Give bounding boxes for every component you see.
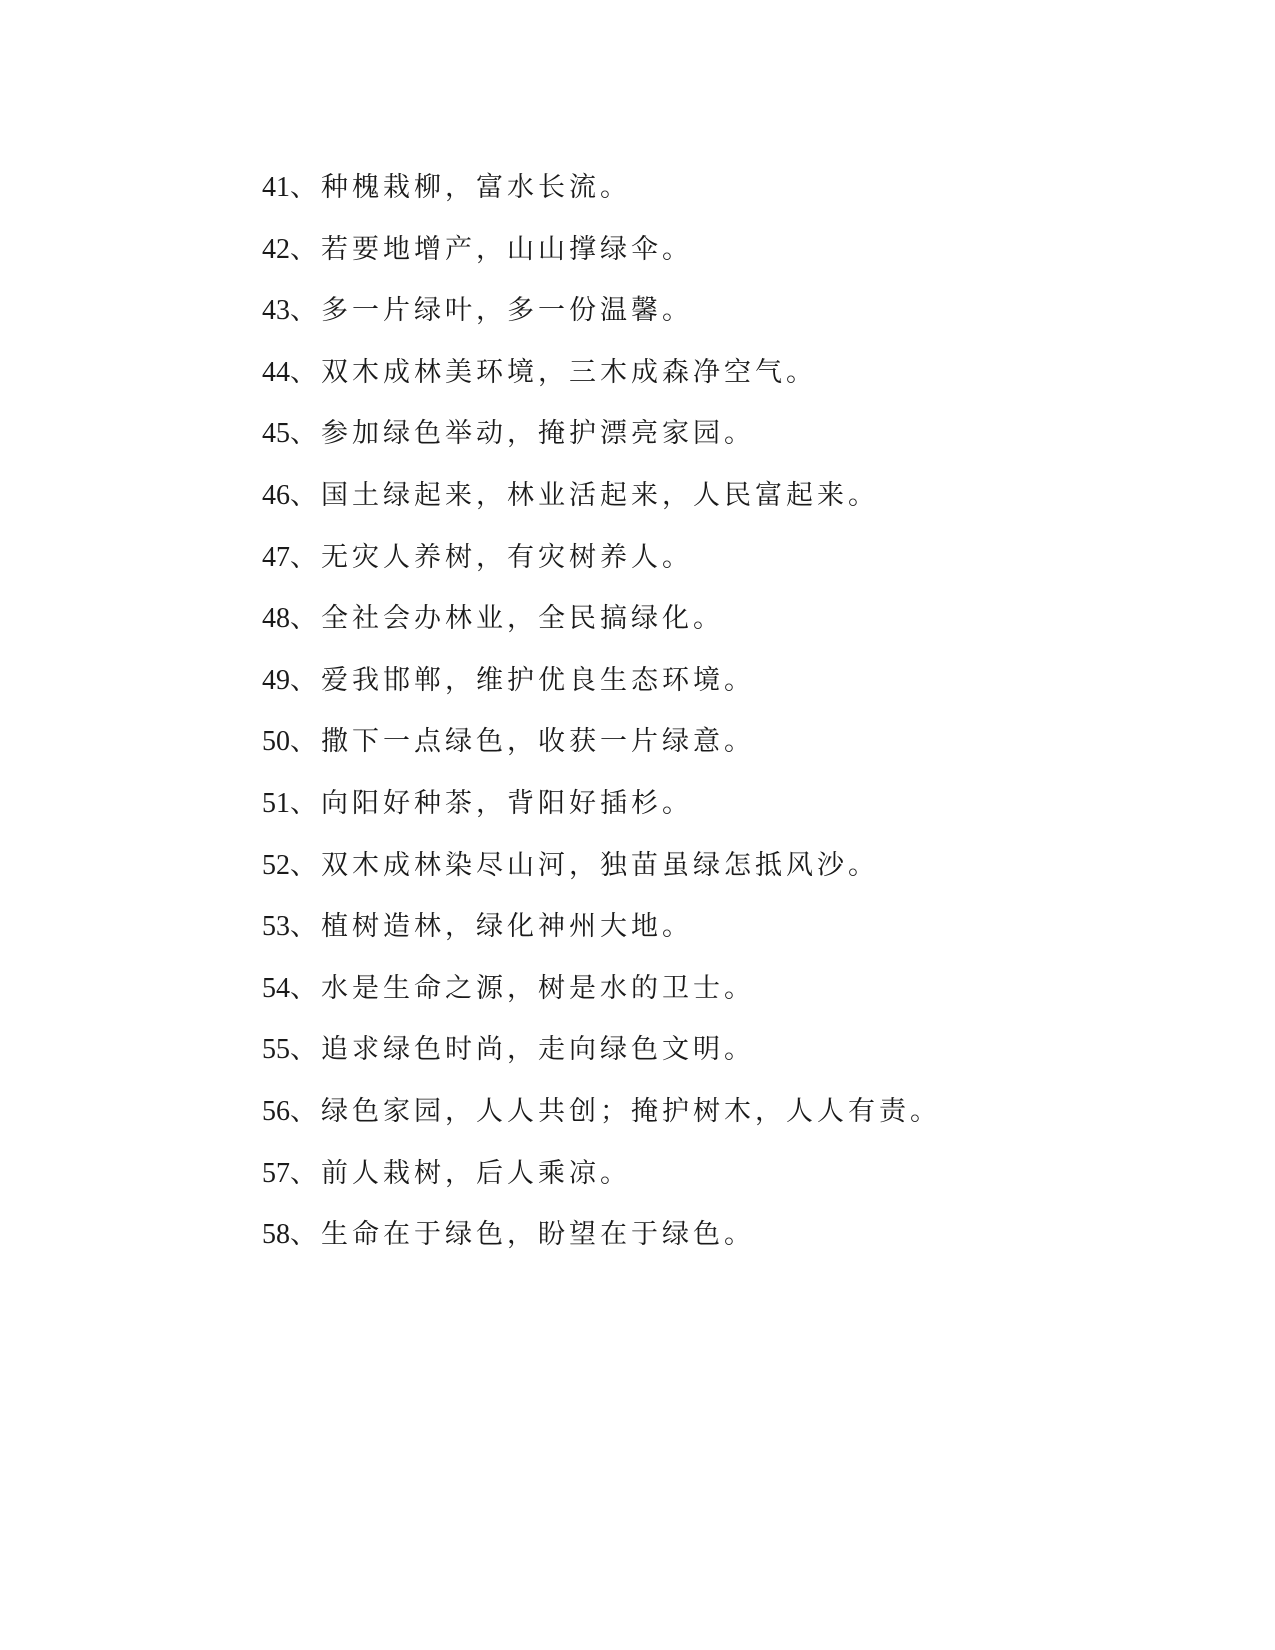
list-item <box>262 907 941 969</box>
item-text: 、绿色家园，人人共创；掩护树木，人人有责。 <box>290 1095 941 1127</box>
item-text: 、水是生命之源，树是水的卫士。 <box>290 972 755 1004</box>
item-number: 42 <box>262 233 290 265</box>
item-text: 、无灾人养树，有灾树养人。 <box>290 541 693 573</box>
item-text: 、若要地增产，山山撑绿伞。 <box>290 233 693 265</box>
item-number: 45 <box>262 418 290 450</box>
slogan-list <box>262 168 941 1277</box>
item-text: 、参加绿色举动，掩护漂亮家园。 <box>290 418 755 450</box>
item-text: 、向阳好种茶，背阳好插杉。 <box>290 787 693 819</box>
list-item <box>262 168 941 230</box>
list-item <box>262 230 941 292</box>
item-number: 50 <box>262 726 290 758</box>
list-item <box>262 784 941 846</box>
item-number: 53 <box>262 911 290 943</box>
list-item <box>262 414 941 476</box>
item-text: 、种槐栽柳，富水长流。 <box>290 172 631 203</box>
item-text: 、国土绿起来，林业活起来，人民富起来。 <box>290 479 879 511</box>
list-item <box>262 1030 941 1092</box>
list-item <box>262 661 941 723</box>
item-number: 54 <box>262 972 290 1004</box>
item-text: 、植树造林，绿化神州大地。 <box>290 911 693 943</box>
list-item <box>262 353 941 415</box>
list-item <box>262 1215 941 1277</box>
item-text: 、生命在于绿色，盼望在于绿色。 <box>290 1219 755 1251</box>
item-number: 58 <box>262 1219 290 1251</box>
item-text: 、全社会办林业，全民搞绿化。 <box>290 603 724 635</box>
list-item <box>262 1154 941 1216</box>
list-item <box>262 599 941 661</box>
item-number: 52 <box>262 849 290 881</box>
item-number: 55 <box>262 1034 290 1066</box>
item-text: 、追求绿色时尚，走向绿色文明。 <box>290 1034 755 1066</box>
item-number: 44 <box>262 356 290 388</box>
list-item <box>262 476 941 538</box>
list-item <box>262 538 941 600</box>
item-number: 48 <box>262 603 290 635</box>
item-text: 、双木成林染尽山河，独苗虽绿怎抵风沙。 <box>290 849 879 881</box>
list-item <box>262 846 941 908</box>
list-item <box>262 722 941 784</box>
item-text: 、双木成林美环境，三木成森净空气。 <box>290 356 817 388</box>
item-number: 43 <box>262 295 290 327</box>
item-number: 46 <box>262 479 290 511</box>
item-number: 49 <box>262 664 290 696</box>
item-text: 、前人栽树，后人乘凉。 <box>290 1157 631 1189</box>
list-item <box>262 969 941 1031</box>
item-number: 41 <box>262 172 290 203</box>
item-text: 、多一片绿叶，多一份温馨。 <box>290 295 693 327</box>
item-text: 、撒下一点绿色，收获一片绿意。 <box>290 726 755 758</box>
item-number: 47 <box>262 541 290 573</box>
item-number: 51 <box>262 787 290 819</box>
list-item <box>262 1092 941 1154</box>
item-number: 57 <box>262 1157 290 1189</box>
list-item <box>262 291 941 353</box>
item-text: 、爱我邯郸，维护优良生态环境。 <box>290 664 755 696</box>
item-number: 56 <box>262 1095 290 1127</box>
